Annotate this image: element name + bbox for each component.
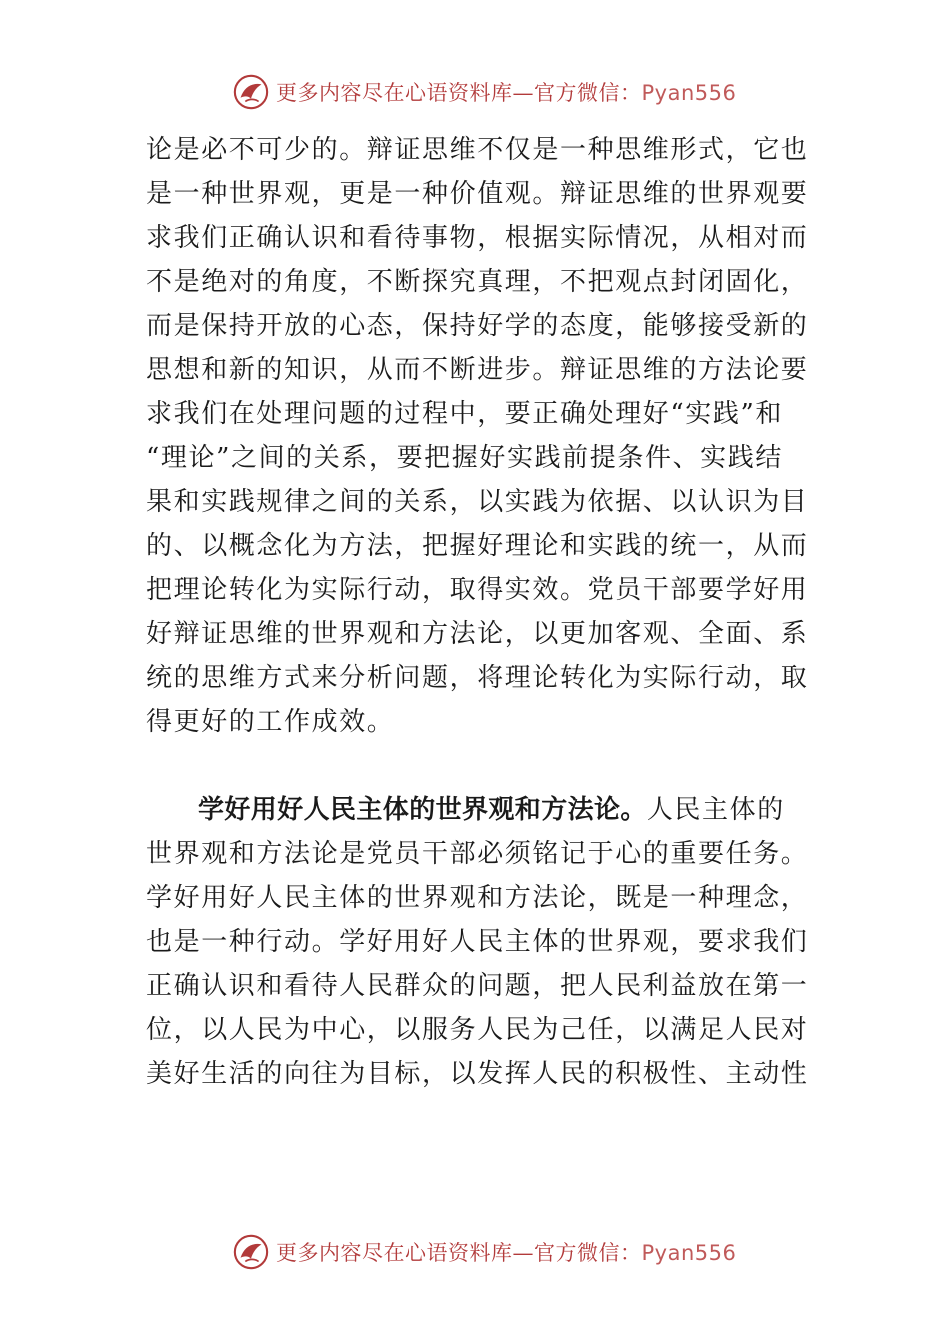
text-line: 论是必不可少的。辩证思维不仅是一种思维形式，它也 [146, 135, 808, 165]
text-line: 求我们正确认识和看待事物，根据实际情况，从相对而 [146, 223, 808, 253]
header-watermark-banner [232, 70, 737, 114]
banner-contact: Pyan556 [641, 1241, 737, 1265]
text-line: 把理论转化为实际行动，取得实效。党员干部要学好用 [146, 575, 808, 605]
text-line: 求我们在处理问题的过程中，要正确处理好“实践”和 [146, 399, 783, 429]
text-line: 世界观和方法论是党员干部必须铭记于心的重要任务。 [146, 839, 808, 869]
heading-line-rest: 人民主体的 [646, 795, 785, 825]
section-heading: 学好用好人民主体的世界观和方法论。 [198, 795, 647, 825]
footer-watermark-banner [232, 1230, 737, 1274]
logo-icon [232, 73, 270, 111]
banner-text: 更多内容尽在心语资料库—官方微信：Pyan556 [276, 81, 737, 105]
text-line: “理论”之间的关系，要把握好实践前提条件、实践结 [146, 443, 783, 473]
banner-text: 更多内容尽在心语资料库—官方微信：Pyan556 [276, 1241, 737, 1265]
text-line: 统的思维方式来分析问题，将理论转化为实际行动，取 [146, 663, 808, 693]
text-line: 得更好的工作成效。 [146, 707, 395, 737]
document-body [146, 128, 808, 1096]
paragraph-people-centered [146, 788, 808, 1096]
text-line: 也是一种行动。学好用好人民主体的世界观，要求我们 [146, 927, 808, 957]
logo-icon [232, 1233, 270, 1271]
text-line: 思想和新的知识，从而不断进步。辩证思维的方法论要 [146, 355, 808, 385]
text-line: 是一种世界观，更是一种价值观。辩证思维的世界观要 [146, 179, 808, 209]
text-line: 位，以人民为中心，以服务人民为己任，以满足人民对 [146, 1015, 808, 1045]
text-line: 果和实践规律之间的关系，以实践为依据、以认识为目 [146, 487, 808, 517]
banner-contact: Pyan556 [641, 81, 737, 105]
paragraph-dialectical-thinking [146, 128, 808, 744]
paragraph-gap [146, 744, 808, 788]
text-line: 好辩证思维的世界观和方法论，以更加客观、全面、系 [146, 619, 808, 649]
heading-line [146, 788, 808, 832]
text-line: 美好生活的向往为目标，以发挥人民的积极性、主动性 [146, 1059, 808, 1089]
text-line: 正确认识和看待人民群众的问题，把人民利益放在第一 [146, 971, 808, 1001]
text-line: 学好用好人民主体的世界观和方法论，既是一种理念， [146, 883, 808, 913]
text-line: 不是绝对的角度，不断探究真理，不把观点封闭固化， [146, 267, 808, 297]
text-line: 的、以概念化为方法，把握好理论和实践的统一，从而 [146, 531, 808, 561]
text-line: 而是保持开放的心态，保持好学的态度，能够接受新的 [146, 311, 808, 341]
